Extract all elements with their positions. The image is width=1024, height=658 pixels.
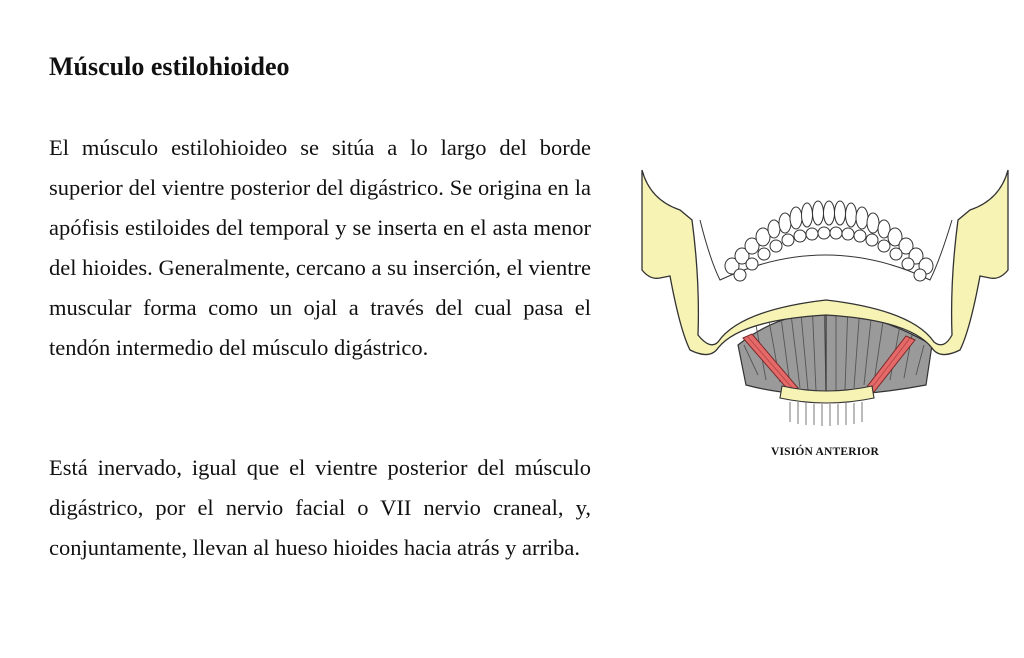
paragraph-description: El músculo estilohioideo se sitúa a lo largo del borde superior del vientre posterior del digástrico. Se origina en la apófisis estiloides del temporal y se inserta en el asta menor del hioides. Generalmente, cercano a su inserción, el vientre muscular forma como un ojal a través del cual pasa el tendón intermedio del músculo digástrico. [49,135,591,360]
page-title: Músculo estilohioideo [49,52,290,81]
paragraph-innervation: Está inervado, igual que el vientre posterior del músculo digástrico, por el nervio facial o VII nervio craneal, y, conjuntamente, llevan al hueso hioides hacia atrás y arriba. [49,455,591,560]
teeth [725,201,933,281]
infrahyoid-strands [790,402,862,426]
anterior-view-drawing [640,160,1010,460]
figure-caption: VISIÓN ANTERIOR [770,446,880,458]
anatomy-illustration [640,160,1010,460]
